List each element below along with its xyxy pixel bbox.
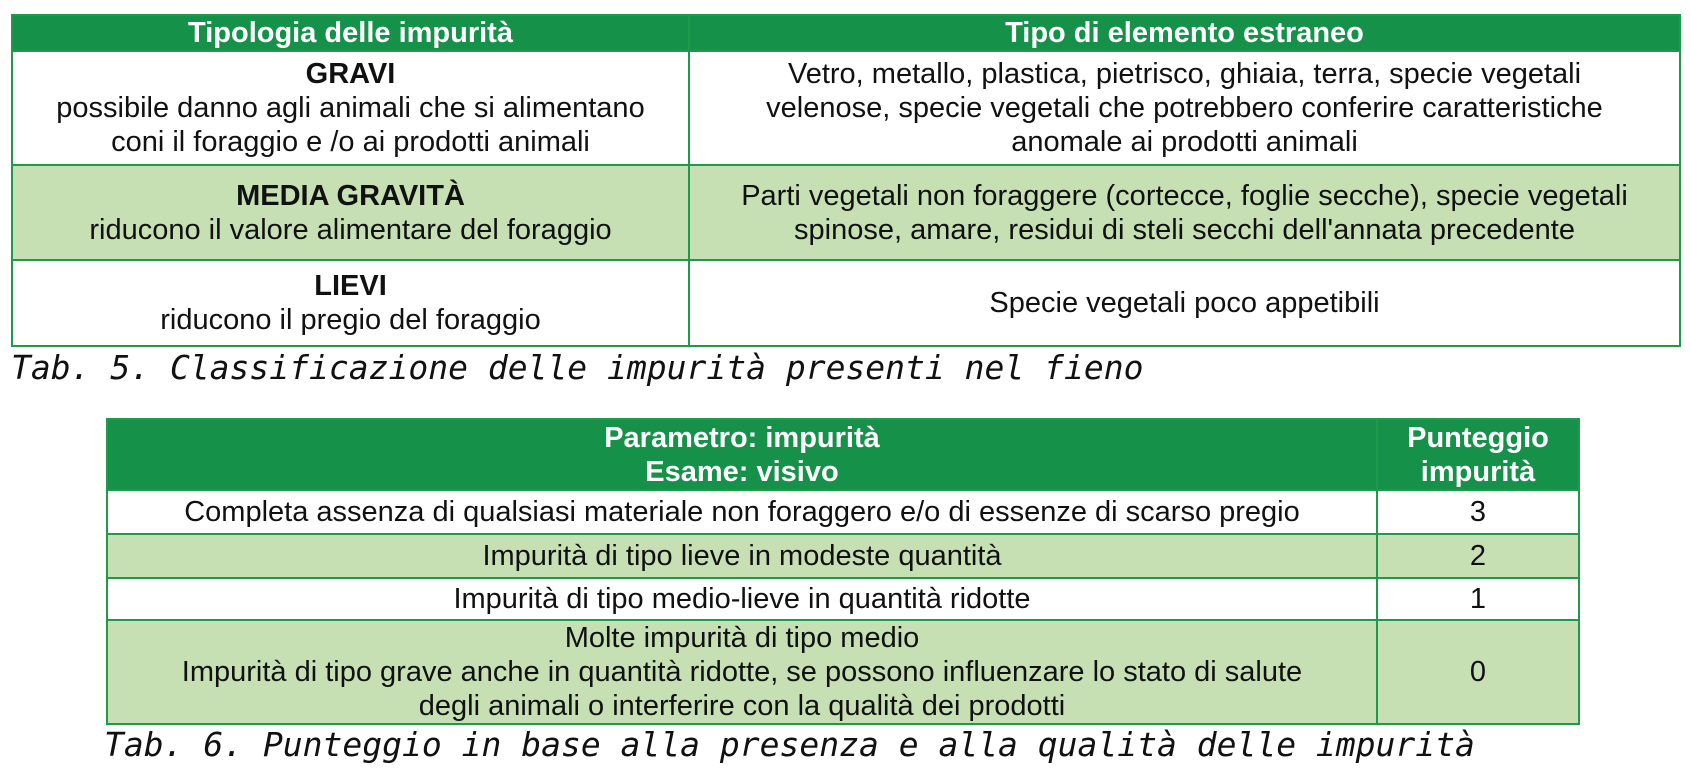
table6-caption: Tab. 6. Punteggio in base alla presenza e alla qualità delle impurità <box>104 725 1475 764</box>
table6-description-cell <box>107 620 1377 724</box>
table5-row-lievi <box>12 260 1680 346</box>
table5-typology-cell <box>12 51 689 165</box>
impurity-description: Molte impurità di tipo medio <box>564 622 920 654</box>
impurity-description: Completa assenza di qualsiasi materiale non foraggero e/o di essenze di scarso pregio <box>184 496 1300 528</box>
impurity-classification-table <box>11 14 1681 347</box>
exam-label: Esame: visivo <box>645 455 839 488</box>
table6-description-cell <box>107 578 1377 620</box>
parameter-label: Parametro: impurità <box>604 421 880 454</box>
table5-element-cell <box>689 165 1680 260</box>
table6-score-cell: 1 <box>1377 578 1579 620</box>
impurity-description: Impurità di tipo grave anche in quantità ridotte, se possono influenzare lo stato di salute <box>181 656 1303 688</box>
severity-title: GRAVI <box>305 58 396 90</box>
impurity-description: degli animali o interferire con la qualità dei prodotti <box>418 690 1066 722</box>
table5-typology-cell <box>12 165 689 260</box>
table6-row <box>107 534 1579 578</box>
table6-description-cell <box>107 534 1377 578</box>
element-description: anomale ai prodotti animali <box>1011 126 1358 158</box>
severity-title: MEDIA GRAVITÀ <box>236 179 465 212</box>
table5-element-cell <box>689 51 1680 165</box>
table5-element-cell <box>689 260 1680 346</box>
table6-row <box>107 578 1579 620</box>
severity-description: coni il foraggio e /o ai prodotti animali <box>111 126 590 158</box>
table6-score-cell: 2 <box>1377 534 1579 578</box>
element-description: Specie vegetali poco appetibili <box>989 287 1380 319</box>
table6-score-cell: 3 <box>1377 490 1579 534</box>
element-description: velenose, specie vegetali che potrebbero conferire caratteristiche <box>766 92 1603 124</box>
impurity-description: Impurità di tipo medio-lieve in quantità ridotte <box>453 583 1031 615</box>
table6-header-row <box>107 419 1579 490</box>
element-description: Vetro, metallo, plastica, pietrisco, ghiaia, terra, specie vegetali <box>787 58 1582 90</box>
table6-row <box>107 620 1579 724</box>
impurity-description: Impurità di tipo lieve in modeste quantità <box>482 540 1002 572</box>
impurity-score-table <box>106 418 1580 725</box>
score-header-label: Punteggio <box>1407 421 1549 454</box>
element-description: Parti vegetali non foraggere (cortecce, foglie secche), specie vegetali <box>741 179 1628 212</box>
score-header-label: impurità <box>1420 455 1536 488</box>
table5-row-media <box>12 165 1680 260</box>
table6-header-score <box>1377 419 1579 490</box>
table5-typology-cell <box>12 260 689 346</box>
severity-description: riducono il valore alimentare del foraggio <box>89 213 612 246</box>
element-description: spinose, amare, residui di steli secchi dell'annata precedente <box>794 213 1575 246</box>
table5-caption: Tab. 5. Classificazione delle impurità presenti nel fieno <box>11 348 1144 387</box>
severity-description: riducono il pregio del foraggio <box>160 304 541 336</box>
table5-row-gravi <box>12 51 1680 165</box>
severity-description: possibile danno agli animali che si alimentano <box>56 92 645 124</box>
table5-header-typology: Tipologia delle impurità <box>12 15 689 51</box>
table5-header-element: Tipo di elemento estraneo <box>689 15 1680 51</box>
table5-header-row <box>12 15 1680 51</box>
table6-row <box>107 490 1579 534</box>
table6-score-cell: 0 <box>1377 620 1579 724</box>
severity-title: LIEVI <box>314 270 387 302</box>
table6-description-cell <box>107 490 1377 534</box>
table6-header-parameter <box>107 419 1377 490</box>
